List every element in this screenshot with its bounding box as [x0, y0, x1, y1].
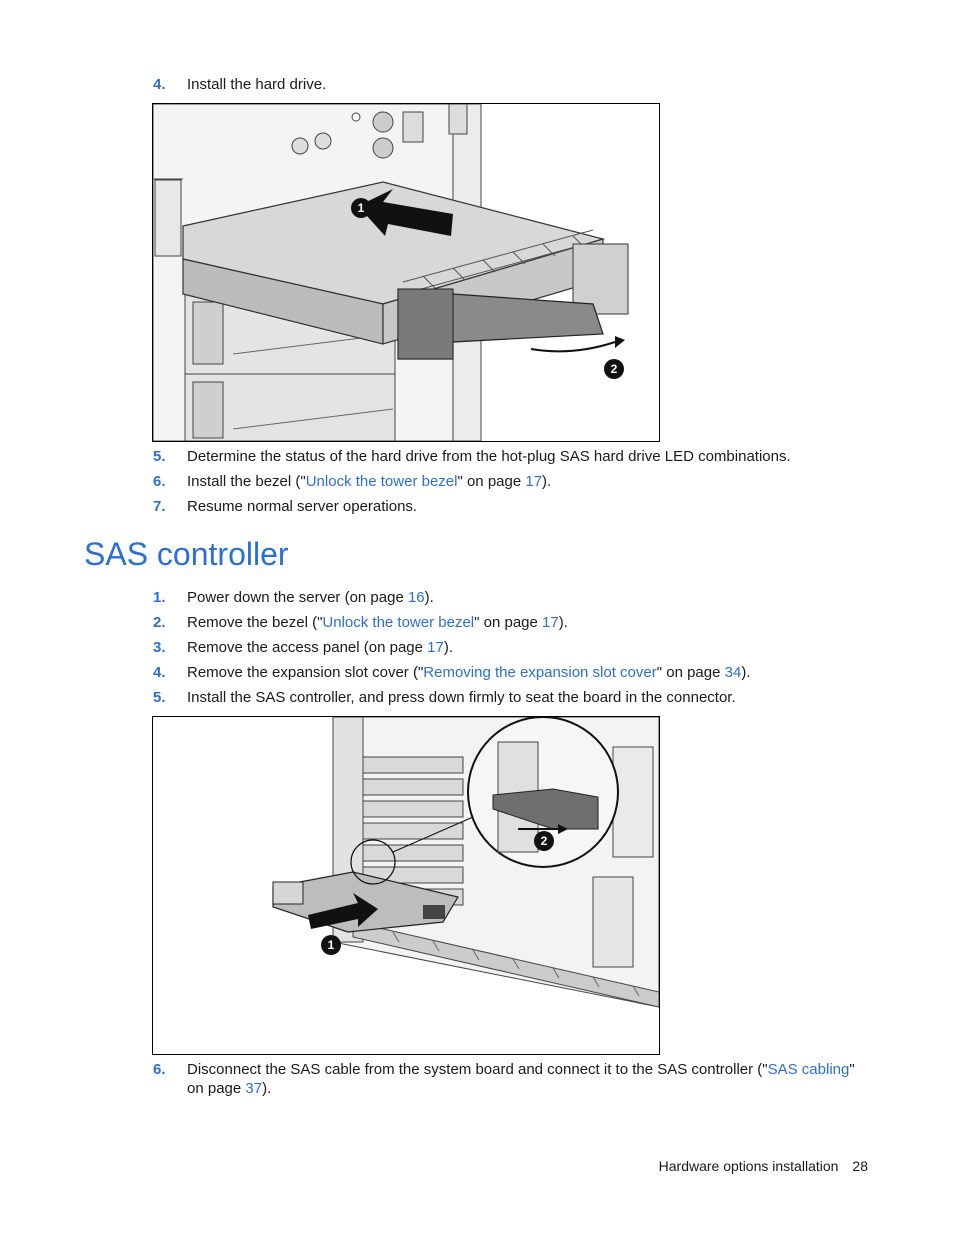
step-7-resume-operations: [153, 497, 873, 516]
step-text: [187, 75, 873, 94]
step-text-run: ).: [741, 664, 751, 681]
step-text-run: ).: [262, 1080, 272, 1097]
step-text-run: " on page: [457, 473, 526, 490]
step-text-run: Install the hard drive.: [187, 76, 327, 93]
step-text: [187, 663, 873, 682]
step-text: [187, 613, 873, 632]
callout-2-badge: [534, 831, 554, 851]
step-text-run: ).: [542, 473, 552, 490]
step-text: [187, 1060, 873, 1098]
callout-1-badge: [351, 198, 371, 218]
step-text: [187, 688, 873, 707]
step-text-run: " on page: [474, 614, 543, 631]
step-text-run: ).: [558, 614, 568, 631]
cross-reference-link[interactable]: Unlock the tower bezel: [305, 473, 458, 490]
step-text-run: ).: [443, 639, 454, 656]
callout-1-label: 1: [327, 938, 335, 952]
sas-controller-install-figure: [152, 716, 660, 1055]
step-text-run: Install the SAS controller, and press down firmly to seat the board in the connector.: [187, 689, 736, 706]
step-text: [187, 447, 873, 466]
cross-reference-link[interactable]: 16: [407, 589, 425, 606]
cross-reference-link[interactable]: Unlock the tower bezel: [322, 614, 475, 631]
cross-reference-link[interactable]: 34: [724, 664, 742, 681]
step-text-run: Remove the bezel (": [187, 614, 323, 631]
step-text-run: ).: [424, 589, 434, 606]
step-number: 7.: [153, 498, 166, 515]
sas-step-2: [153, 613, 873, 632]
step-text-run: Determine the status of the hard drive from the hot-plug SAS hard drive LED combinations.: [187, 448, 791, 465]
step-text-run: " on page: [187, 1061, 855, 1097]
sas-step-1: [153, 588, 873, 607]
step-text-run: Resume normal server operations.: [187, 498, 418, 515]
step-text-run: Disconnect the SAS cable from the system board and connect it to the SAS controller (": [187, 1061, 768, 1078]
step-number: 2.: [153, 614, 166, 631]
cross-reference-link[interactable]: 17: [525, 473, 543, 490]
step-text: [187, 588, 873, 607]
cross-reference-link[interactable]: 17: [542, 614, 559, 631]
step-6-install-bezel: [153, 472, 873, 491]
sas-controller-illustration: [153, 717, 659, 1054]
cross-reference-link[interactable]: Removing the expansion slot cover: [423, 664, 657, 681]
page-footer: [659, 1158, 868, 1174]
page-number: 28: [852, 1158, 868, 1174]
callout-2-label: 2: [610, 362, 618, 376]
sas-step-5: [153, 688, 873, 707]
callout-2-label: 2: [540, 834, 548, 848]
step-number: 5.: [153, 448, 166, 465]
callout-1-label: 1: [357, 201, 365, 215]
cross-reference-link[interactable]: SAS cabling: [767, 1061, 850, 1078]
hard-drive-illustration: [153, 104, 659, 441]
step-number: 6.: [153, 1061, 166, 1078]
step-text-run: Install the bezel (": [187, 473, 306, 490]
step-number: 1.: [153, 589, 166, 606]
sas-step-6: [153, 1060, 873, 1098]
step-text: [187, 472, 873, 491]
hard-drive-install-figure: [152, 103, 660, 442]
sas-step-4: [153, 663, 873, 682]
section-title: SAS controller: [84, 536, 289, 572]
step-5-determine-status: [153, 447, 873, 466]
step-4-install-drive: [153, 75, 873, 94]
step-text-run: Power down the server (on page: [187, 589, 408, 606]
step-text: [187, 638, 873, 657]
step-text-run: Remove the access panel (on page: [187, 639, 428, 656]
step-number: 3.: [153, 639, 166, 656]
step-number: 6.: [153, 473, 166, 490]
cross-reference-link[interactable]: 37: [245, 1080, 263, 1097]
step-number: 5.: [153, 689, 166, 706]
step-text-run: Remove the expansion slot cover (": [187, 664, 424, 681]
sas-step-3: [153, 638, 873, 657]
cross-reference-link[interactable]: 17: [427, 639, 444, 656]
callout-2-badge: [604, 359, 624, 379]
step-text-run: " on page: [656, 664, 725, 681]
callout-1-badge: [321, 935, 341, 955]
step-text: [187, 497, 873, 516]
footer-section: Hardware options installation: [658, 1158, 839, 1174]
step-number: 4.: [153, 76, 166, 93]
step-number: 4.: [153, 664, 166, 681]
